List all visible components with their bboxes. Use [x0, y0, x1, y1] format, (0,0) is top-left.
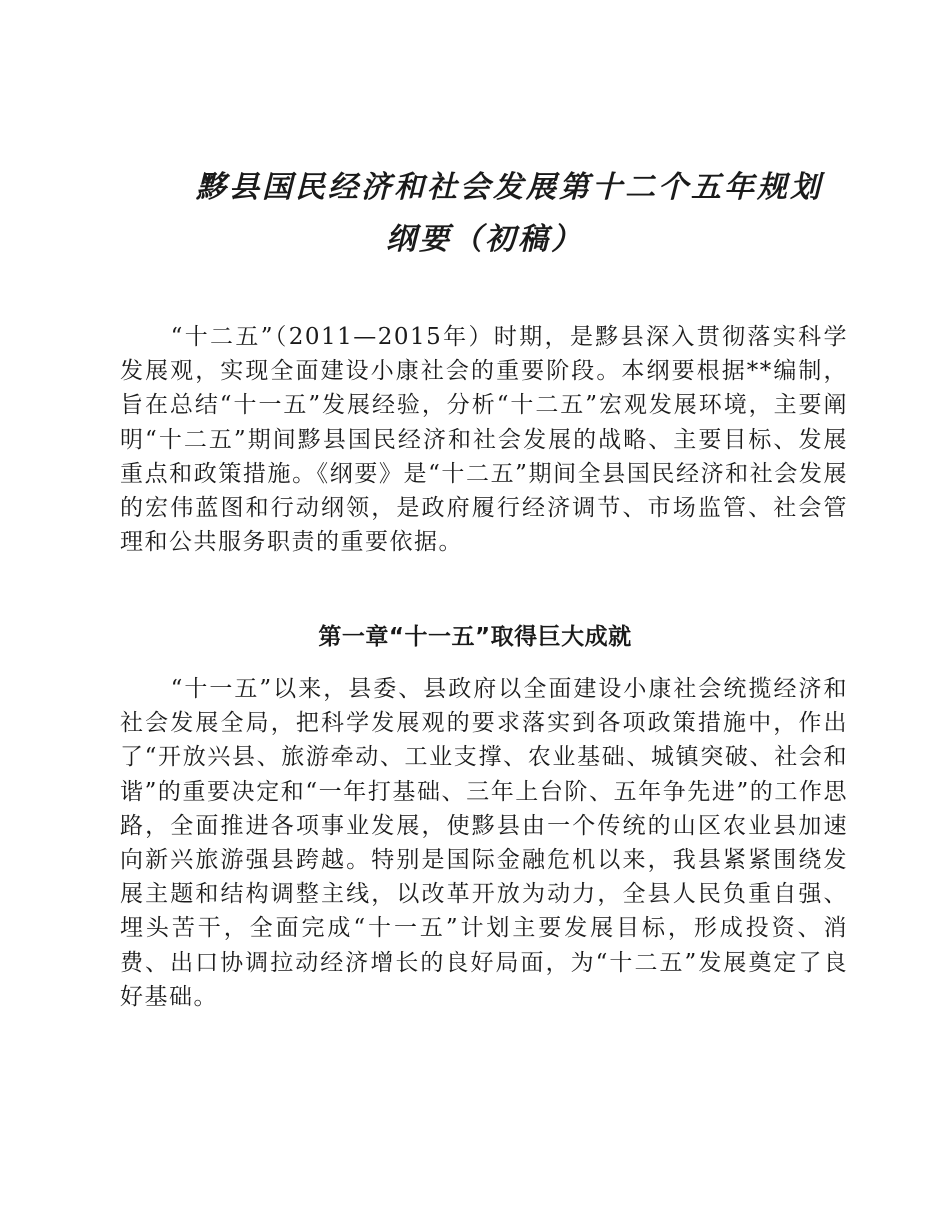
- chapter-heading: 第一章“十一五”取得巨大成就: [318, 624, 632, 650]
- chapter-paragraph: “十一五”以来，县委、县政府以全面建设小康社会统揽经济和社会发展全局，把科学发展观的要求落实到各项政策措施中，作出了“开放兴县、旅游牵动、工业支撑、农业基础、城镇突破、社会和谐”的重要决定和“一年打基础、三年上台阶、五年争先进”的工作思路，全面推进各项事业发展，使黟县由一个传统的山区农业县加速向新兴旅游强县跨越。特别是国际金融危机以来，我县紧紧围绕发展主题和结构调整主线，以改革开放为动力，全县人民负重自强、埋头苦干，全面完成“十一五”计划主要发展目标，形成投资、消费、出口协调拉动经济增长的良好局面，为“十二五”发展奠定了良好基础。: [120, 676, 848, 1010]
- document-title-line-1: 黟县国民经济和社会发展第十二个五年规划: [196, 170, 823, 205]
- intro-paragraph: “十二五”（2011—2015年）时期，是黟县深入贯彻落实科学发展观，实现全面建设小康社会的重要阶段。本纲要根据**编制，旨在总结“十一五”发展经验，分析“十二五”宏观发展环境，主要阐明“十二五”期间黟县国民经济和社会发展的战略、主要目标、发展重点和政策措施。《纲要》是“十二五”期间全县国民经济和社会发展的宏伟蓝图和行动纲领，是政府履行经济调节、市场监管、社会管理和公共服务职责的重要依据。: [120, 324, 848, 556]
- document-title-line-2: 纲要（初稿）: [386, 222, 584, 257]
